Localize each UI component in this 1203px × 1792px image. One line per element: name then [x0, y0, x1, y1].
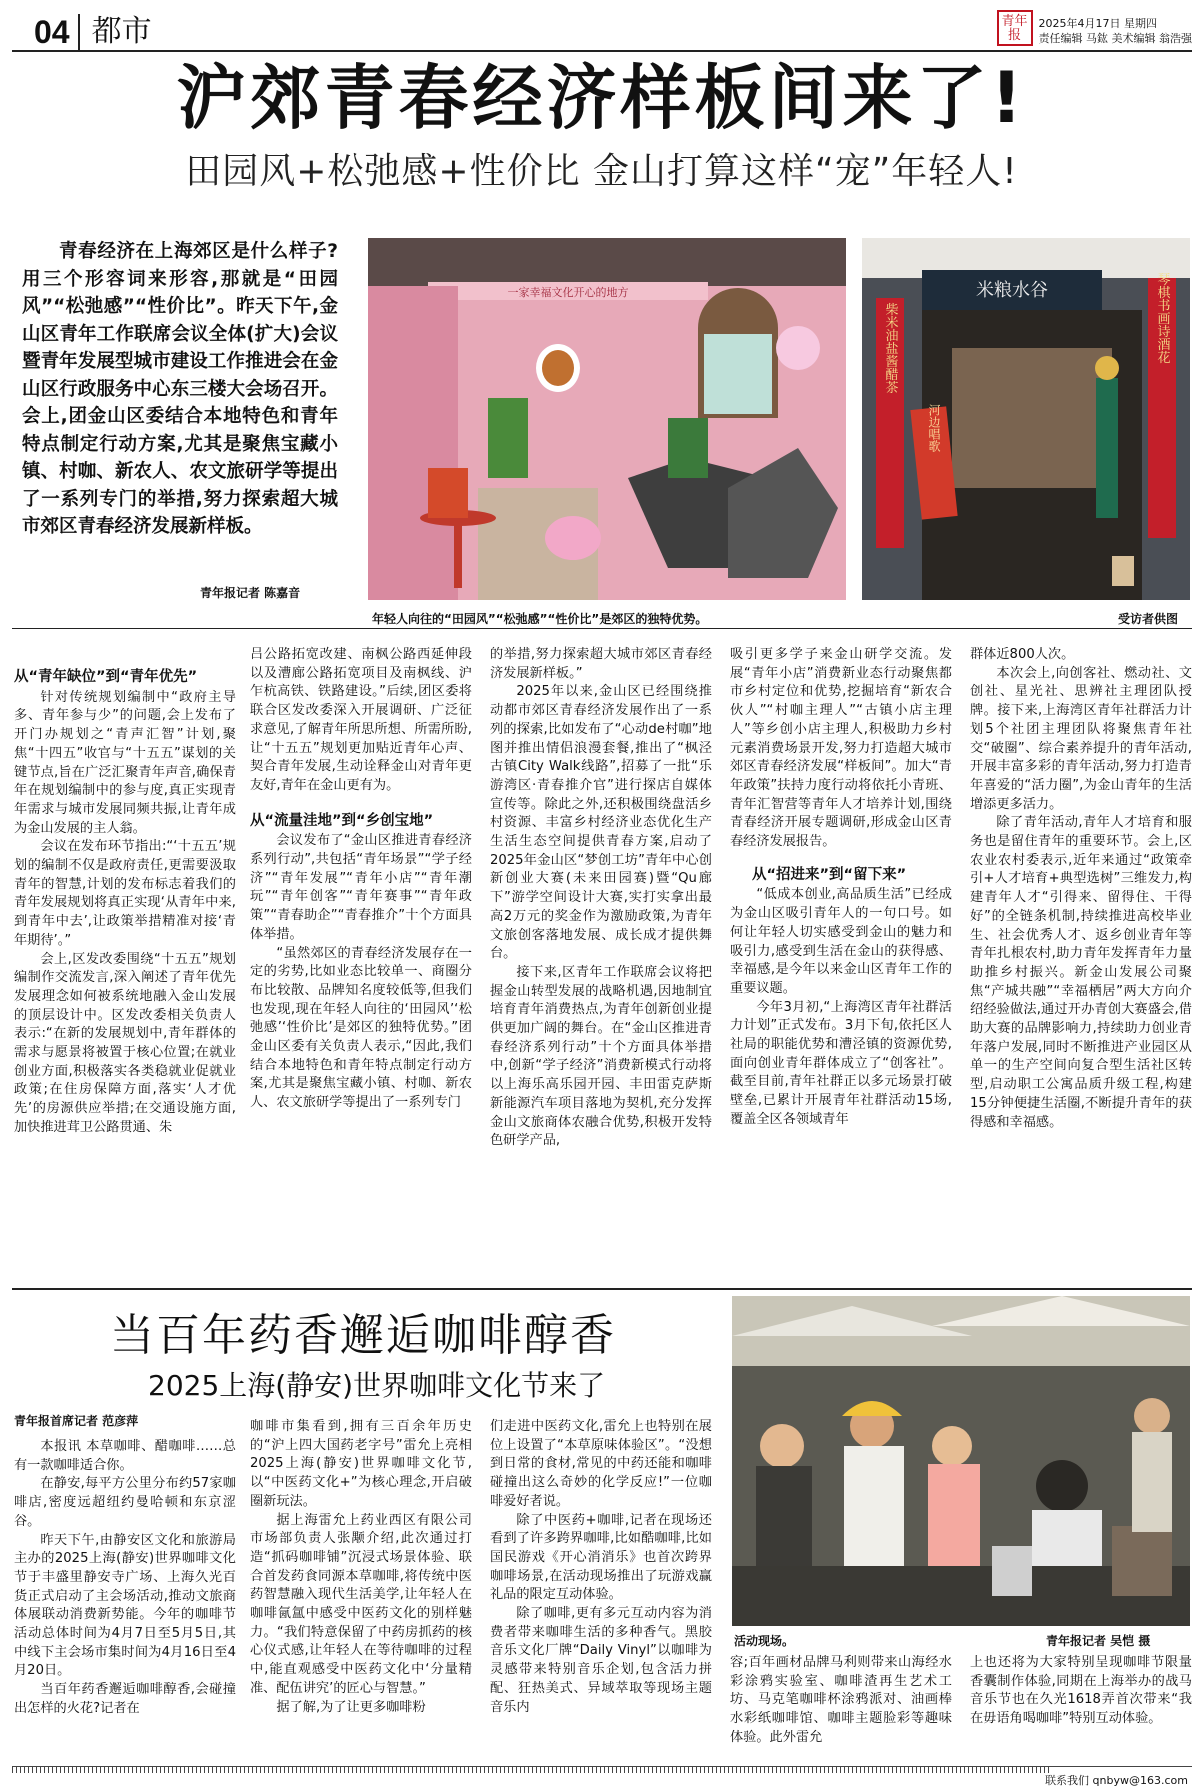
issue-date: 2025年4月17日 星期四 — [1038, 17, 1157, 30]
paragraph: 接下来,区青年工作联席会议将把握金山转型发展的战略机遇,因地制宜培育青年消费热点,为青年创新创业提供更加广阔的舞台。在“金山区推进青春经济系列行动”十个方面具体举措中,创新“学子经济”消费新模式行动将以上海乐高乐园开园、丰田雷克萨斯新能源汽车项目落地为契机,充分发挥金山文旅商体农融合优势,积极开发特色研学产品, — [490, 964, 712, 1149]
article2-headline: 当百年药香邂逅咖啡醇香 — [110, 1310, 616, 1361]
article2-subheadline: 2025上海(静安)世界咖啡文化节来了 — [148, 1369, 606, 1402]
shop-sign: 米粮水谷 — [976, 280, 1048, 301]
article2-column-5 — [970, 1654, 1192, 1762]
article2-column-4 — [730, 1654, 952, 1762]
article1-column-5 — [970, 646, 1192, 1282]
article2-column-2 — [250, 1418, 472, 1762]
banner-left: 柴米油盐酱醋茶 — [882, 302, 898, 394]
section-name: 都市 — [91, 14, 152, 49]
shop-front-photo — [862, 238, 1190, 600]
article1-column-3 — [490, 646, 712, 1282]
masthead — [12, 8, 1192, 52]
coffee-festival-photo — [732, 1296, 1190, 1626]
paragraph: 2025年以来,金山区已经围绕推动都市郊区青春经济发展作出了一系列的探索,比如发布了“心动de村咖”地图并推出情侣浪漫套餐,推出了“枫泾古镇City Walk线路”,招募了一批“乐游湾区·青春推介官”进行探店自媒体宣传等。除此之外,还积极围绕盘活乡村资源、丰富乡村经济业态优化生产生活生态空间提供青春方案,启动了2025年金山区“梦创工坊”青年中心创新创业大赛(未来田园赛)暨“Qu廊下”游学空间设计大赛,实打实拿出最高2万元的奖金作为激励政策,为青年文旅创客落地发展、成长成才提供舞台。 — [490, 684, 712, 962]
page-number: 04 — [12, 14, 80, 50]
contact-email: 联系我们 qnbyw@163.com — [1045, 1774, 1188, 1787]
paragraph: 吸引更多学子来金山研学交流。发展“青年小店”消费新业态行动聚焦都市乡村定位和优势,挖掘培育“新农合伙人”“村咖主理人”“古镇小店主理人”等乡创小店主理人,积极助力乡村元素消费场景开发,努力打造超大城市郊区青春经济发展“样板间”。加大“青年政策”扶持力度行动将依托小青班、青年汇智营等青年人才培养计划,围绕青春经济开展专题调研,形成金山区青春经济发展报告。 — [730, 647, 952, 850]
courtyard-photo — [368, 238, 846, 600]
paragraph: 会议发布了“金山区推进青春经济系列行动”,共包括“青年场景”“学子经济”“青年发展”“青年小店”“青年潮玩”“青年创客”“青年赛事”“青年政策”“青春助企”“青春推介”十个方面具体举措。 — [250, 833, 472, 942]
article1-headline: 沪郊青春经济样板间来了! — [176, 57, 1027, 139]
article2-photo-caption: 活动现场。 — [734, 1634, 795, 1648]
paragraph: 容;百年画材品牌马利则带来山海经水彩涂鸦实验室、咖啡渣再生艺术工坊、马克笔咖啡杯涂鸦派对、油画棒水彩纸咖啡馆、咖啡主题脸彩等趣味体验。此外雷允 — [730, 1655, 952, 1745]
paragraph: 们走进中医药文化,雷允上也特别在展位上设置了“本草原味体验区”。“没想到日常的食材,常见的中药还能和咖啡碰撞出这么奇妙的化学反应!”一位咖啡爱好者说。 — [490, 1419, 712, 1509]
paragraph: 会上,区发改委围绕“十五五”规划编制作交流发言,深入阐述了青年优先发展理念如何被系统地融入金山发展的顶层设计中。区发改委相关负责人表示:“在新的发展规划中,青年群体的需求与愿景将被置于核心位置;在就业创业方面,积极落实各类稳就业促就业政策;在住房保障方面,落实‘人才优先’的房源供应举措;在交通设施方面,加快推进茸卫公路贯通、朱 — [14, 951, 236, 1135]
section-heading-rural-innovation: 从“流量洼地”到“乡创宝地” — [250, 812, 434, 829]
paragraph: 除了咖啡,更有多元互动内容为消费者带来咖啡生活的多种香气。黑胶音乐文化厂牌“Daily Vinyl”以咖啡为灵感带来特别音乐企划,包含活力拼配、狂热美式、异域萃取等现场主题音乐内 — [490, 1606, 712, 1715]
article1-photo-caption: 年轻人向往的“田园风”“松弛感”“性价比”是郊区的独特优势。 — [372, 612, 708, 626]
rule-under-photos — [12, 628, 1192, 629]
paragraph: “虽然郊区的青春经济发展存在一定的劣势,比如业态比较单一、商圈分布比较散、品牌知名度较低等,但我们也发现,现在年轻人向往的‘田园风’‘松弛感’‘性价比’是郊区的独特优势。”团金山区委有关负责人表示,“因此,我们结合本地特色和青年特点制定行动方案,尤其是聚焦宝藏小镇、村咖、新农人、农文旅研学等提出了一系列专门 — [250, 945, 472, 1111]
paragraph: 据了解,为了让更多咖啡粉 — [276, 1699, 426, 1715]
article1-subheadline: 田园风+松弛感+性价比 金山打算这样“宠”年轻人! — [185, 151, 1018, 192]
paragraph: 咖啡市集看到,拥有三百余年历史的“沪上四大国药老字号”雷允上亮相2025上海(静安)世界咖啡文化节,以“中医药文化+”为核心理念,开启破圈新玩法。 — [250, 1419, 472, 1509]
footer-ruler — [12, 1767, 1052, 1773]
paragraph: “低成本创业,高品质生活”已经成为金山区吸引青年人的一句口号。如何让年轻人切实感受到金山的魅力和吸引力,感受到生活在金山的获得感、幸福感,是今年以来金山区青年工作的重要议题。 — [730, 887, 952, 996]
article1-lead: 青春经济在上海郊区是什么样子?用三个形容词来形容,那就是“田园风”“松弛感”“性价比”。昨天下午,金山区青年工作联席会议全体(扩大)会议暨青年发展型城市建设工作推进会在金山区行政服务中心东三楼大会场召开。会上,团金山区委结合本地特色和青年特点制定行动方案,尤其是聚焦宝藏小镇、村咖、新农人、农文旅研学等提出了一系列专门的举措,努力探索超大城市郊区青春经济发展新样板。 — [22, 241, 338, 537]
article1-byline: 青年报记者 陈嘉音 — [200, 586, 301, 600]
paragraph: 针对传统规划编制中“政府主导多、青年参与少”的问题,会上发布了开门办规划之“青声汇智”计划,聚焦“十四五”收官与“十五五”谋划的关键节点,旨在广泛汇聚青年声音,确保青年在规划编制中的参与度,真正实现青年需求与城市发展同频共振,让青年成为金山发展的主人翁。 — [14, 689, 236, 836]
paragraph: 吕公路拓宽改建、南枫公路西延伸段以及漕廊公路拓宽项目及南枫线、沪乍杭高铁、铁路建设。”后续,团区委将联合区发改委深入开展调研、广泛征求意见,了解青年所思所想、所需所盼,让“十五五”规划更加贴近青年心声、契合青年发展,生动诠释金山对青年更友好,青年在金山更有为。 — [250, 647, 472, 793]
section-heading-retention: 从“招进来”到“留下来” — [752, 866, 907, 883]
article1-photo-credit: 受访者供图 — [1118, 612, 1179, 626]
paragraph: 会议在发布环节指出:“‘十五五’规划的编制不仅是政府责任,更需要汲取青年的智慧,计划的发布标志着我们的青年发展规划将真正实现‘从青年中来,到青年中去’,让政策举措精准对接‘青年期待’。” — [14, 839, 236, 948]
mural-text: 一家幸福文化开心的地方 — [507, 286, 629, 299]
article2-photo-credit: 青年报记者 吴恺 摄 — [1046, 1634, 1151, 1648]
paragraph: 今年3月初,“上海湾区青年社群活力计划”正式发布。3月下旬,依托区人社局的职能优势和漕泾镇的资源优势,面向创业青年群体成立了“创客社”。截至目前,青年社群正以多元场景打破壁垒,已累计开展青年社群活动15场,覆盖全区各领域青年 — [730, 999, 952, 1127]
newspaper-logo: 青年报 — [997, 10, 1033, 46]
paragraph: 在静安,每平方公里分布约57家咖啡店,密度远超纽约曼哈顿和东京涩谷。 — [14, 1476, 236, 1529]
article1-column-4 — [730, 646, 952, 1282]
article2-column-3 — [490, 1418, 712, 1762]
section-heading-youth-priority: 从“青年缺位”到“青年优先” — [14, 669, 198, 685]
paragraph: 当百年药香邂逅咖啡醇香,会碰撞出怎样的火花?记者在 — [14, 1682, 236, 1716]
article2-byline: 青年报首席记者 范彦萍 — [14, 1414, 139, 1428]
article-separator — [12, 1288, 1192, 1290]
paragraph: 的举措,努力探索超大城市郊区青春经济发展新样板。” — [490, 647, 712, 681]
paragraph: 除了青年活动,青年人才培育和服务也是留住青年的重要环节。会上,区农业农村委表示,近年来通过“政策牵引+人才培育+典型选树”三维发力,构建青年人才“引得来、留得住、干得好”的全链条机制,持续推进高校毕业生、社会优秀人才、返乡创业青年等青年扎根农村,助力青年发挥青年力量助推乡村振兴。新金山发展公司聚焦“产城共融”“幸福栖居”两大方向介绍经验做法,通过开办青创大赛盛会,借助大赛的品牌影响力,持续助力创业青年落户发展,同时不断推进产业园区从单一的生产空间向复合型生活社区转型,启动职工公寓品质升级工程,构建15分钟便捷生活圈,不断提升青年的获得感和幸福感。 — [970, 815, 1192, 1130]
article1-column-2 — [250, 646, 472, 1282]
editors-credit: 责任编辑 马鈜 美术编辑 翁浩强 — [1038, 32, 1192, 45]
banner-small: 河边唱歌 — [927, 404, 941, 452]
paragraph: 除了中医药+咖啡,记者在现场还看到了许多跨界咖啡,比如酷咖啡,比如国民游戏《开心消消乐》也首次跨界咖啡场景,在活动现场推出了玩游戏赢礼品的限定互动体验。 — [490, 1512, 712, 1603]
paragraph: 昨天下午,由静安区文化和旅游局主办的2025上海(静安)世界咖啡文化节于丰盛里静安寺广场、上海久光百货正式启动了主会场活动,推动文旅商体展联动消费新势能。今年的咖啡节活动总体时间为4月7日至5月5日,其中线下主会场市集时间为4月16日至4月20日。 — [14, 1532, 236, 1679]
paragraph: 本次会上,向创客社、燃动社、文创社、星光社、思辨社主理团队授牌。接下来,上海湾区青年社群活力计划5个社团主理团队将聚焦青年社交“破圈”、综合素养提升的青年活动,开展丰富多彩的青年活动,努力打造青年喜爱的“活力圈”,为金山青年的生活增添更多活力。 — [970, 665, 1192, 812]
paragraph: 据上海雷允上药业西区有限公司市场部负责人张颙介绍,此次通过打造“抓码咖啡铺”沉浸式场景体验、联合首发药食同源本草咖啡,将传统中医药智慧融入现代生活美学,让年轻人在咖啡氤氲中感受中医药文化的别样魅力。“我们特意保留了中药房抓药的核心仪式感,让年轻人在等待咖啡的过程中,能直观感受中医药文化中‘分量精准、配伍讲究’的匠心与智慧。” — [250, 1512, 472, 1696]
paragraph: 本报讯 本草咖啡、醋咖啡……总有一款咖啡适合你。 — [14, 1439, 236, 1473]
banner-right: 琴棋书画诗酒花 — [1154, 272, 1170, 364]
page-footer — [12, 1766, 1192, 1788]
article2-column-1 — [14, 1438, 236, 1762]
paragraph: 上也还将为大家特别呈现咖啡节限量香囊制作体验,同期在上海举办的战马音乐节也在久光1618弄首次带来“我在毋语角喝咖啡”特别互动体验。 — [970, 1655, 1192, 1727]
article1-column-1 — [14, 662, 236, 1282]
paragraph: 群体近800人次。 — [970, 647, 1075, 662]
